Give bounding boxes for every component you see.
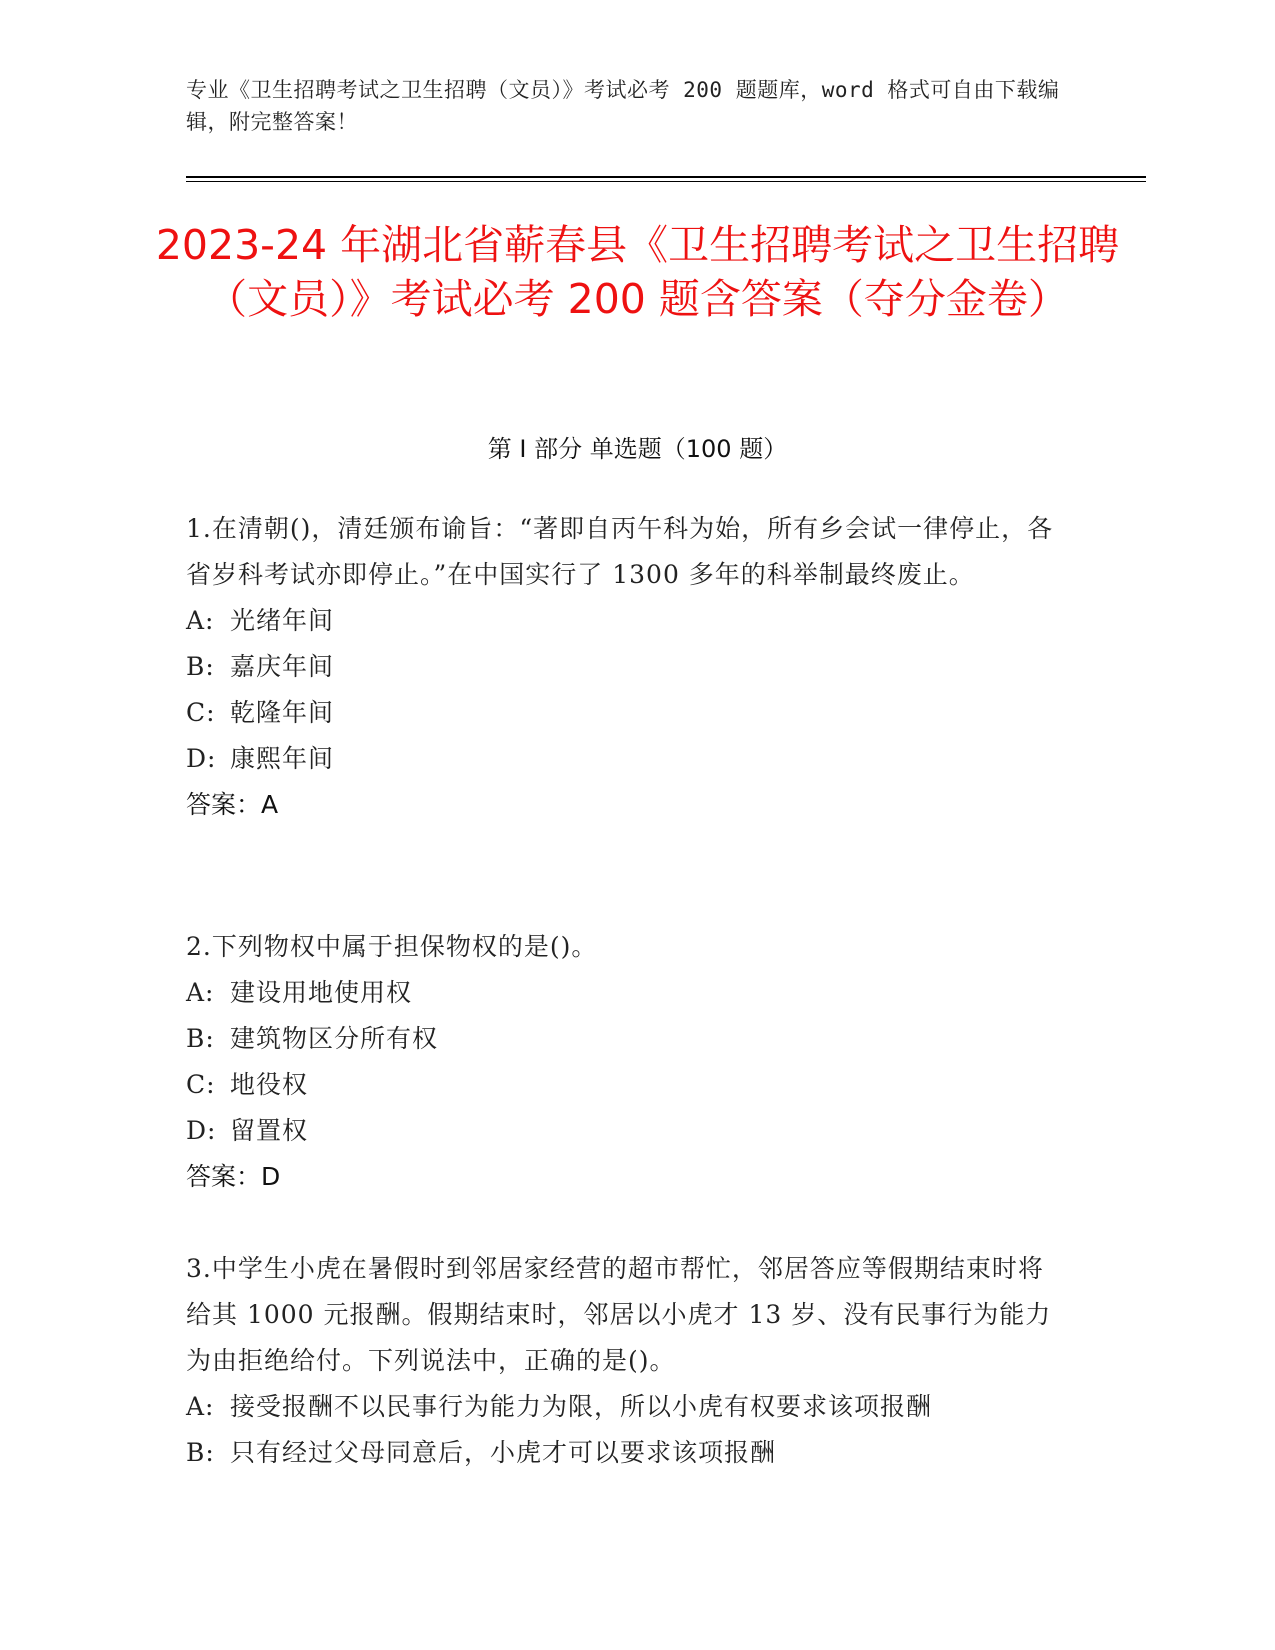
option-text: 只有经过父母同意后，小虎才可以要求该项报酬: [230, 1438, 777, 1467]
option-letter: B:: [186, 1438, 215, 1467]
option-b: [186, 1016, 1066, 1062]
option-text: 建筑物区分所有权: [230, 1024, 439, 1053]
option-letter: C:: [186, 698, 216, 727]
question-2: [186, 924, 1066, 1200]
section-heading: 第 I 部分 单选题（100 题）: [487, 435, 788, 463]
option-letter: B:: [186, 1024, 215, 1053]
option-letter: B:: [186, 652, 215, 681]
question-stem: 2.下列物权中属于担保物权的是()。: [186, 932, 598, 961]
header-note: 专业《卫生招聘考试之卫生招聘（文员）》考试必考 200 题题库，word 格式可自由下载编辑，附完整答案！: [186, 78, 1060, 134]
option-b: [186, 1430, 1066, 1476]
answer-line: 答案：D: [186, 1162, 281, 1191]
option-letter: D:: [186, 744, 217, 773]
header-rule-thick: [186, 176, 1146, 178]
option-text: 地役权: [230, 1070, 309, 1099]
option-letter: D:: [186, 1116, 217, 1145]
option-text: 接受报酬不以民事行为能力为限，所以小虎有权要求该项报酬: [230, 1392, 933, 1421]
answer-line: 答案：A: [186, 790, 279, 819]
option-letter: A:: [186, 978, 215, 1007]
option-text: 光绪年间: [230, 606, 335, 635]
question-1: [186, 506, 1066, 828]
option-text: 留置权: [230, 1116, 309, 1145]
option-c: [186, 690, 1066, 736]
option-c: [186, 1062, 1066, 1108]
option-text: 乾隆年间: [230, 698, 335, 727]
option-letter: A:: [186, 1392, 215, 1421]
question-stem: 1.在清朝()，清廷颁布谕旨：“著即自丙午科为始，所有乡会试一律停止，各省岁科考试亦即停止。”在中国实行了 1300 多年的科举制最终废止。: [186, 514, 1054, 589]
question-stem: 3.中学生小虎在暑假时到邻居家经营的超市帮忙，邻居答应等假期结束时将给其 1000 元报酬。假期结束时，邻居以小虎才 13 岁、没有民事行为能力为由拒绝给付。下列说法中，正确的是()。: [186, 1254, 1052, 1375]
question-3: [186, 1246, 1066, 1476]
option-a: [186, 970, 1066, 1016]
option-a: [186, 1384, 1066, 1430]
option-a: [186, 598, 1066, 644]
option-d: [186, 736, 1066, 782]
option-letter: A:: [186, 606, 215, 635]
option-text: 康熙年间: [230, 744, 335, 773]
option-b: [186, 644, 1066, 690]
option-text: 建设用地使用权: [230, 978, 413, 1007]
option-letter: C:: [186, 1070, 216, 1099]
option-text: 嘉庆年间: [230, 652, 335, 681]
header-rule-thin: [186, 181, 1146, 182]
document-title: 2023-24 年湖北省蕲春县《卫生招聘考试之卫生招聘（文员）》考试必考 200 题含答案（夺分金卷）: [155, 221, 1120, 323]
option-d: [186, 1108, 1066, 1154]
